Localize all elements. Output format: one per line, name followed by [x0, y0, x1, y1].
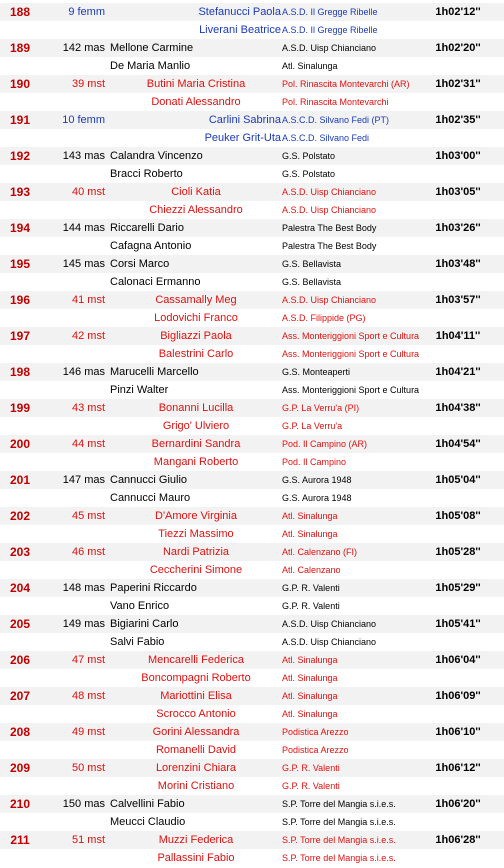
team-cell: G.S. Polstato	[282, 169, 336, 179]
position-cell	[0, 165, 40, 183]
position-cell	[0, 21, 40, 39]
athlete-name-cell: Meucci Claudio	[110, 816, 186, 828]
position-cell	[0, 525, 40, 543]
time-cell	[416, 669, 500, 687]
athlete-name-cell: Calonaci Ermanno	[110, 276, 201, 288]
category-cell: 40 mst	[71, 186, 105, 198]
athlete-name-cell: Ceccherini Simone	[149, 564, 243, 576]
athlete-name-cell: Boncompagni Roberto	[141, 672, 251, 684]
position-cell: 197	[9, 329, 31, 343]
table-row	[0, 183, 504, 201]
position-cell	[0, 813, 40, 831]
table-row	[0, 111, 504, 129]
time-cell: 1h03'57''	[435, 294, 481, 306]
time-cell	[416, 597, 500, 615]
category-cell: 41 mst	[71, 294, 105, 306]
table-row	[0, 399, 504, 417]
team-cell: G.S. Bellavista	[282, 259, 342, 269]
team-cell: Palestra The Best Body	[282, 241, 377, 251]
table-row	[0, 705, 504, 723]
athlete-name-cell: Muzzi Federica	[158, 834, 234, 846]
category-cell	[55, 417, 105, 435]
position-cell	[0, 561, 40, 579]
position-cell	[0, 453, 40, 471]
team-cell: A.S.D. Uisp Chianciano	[282, 187, 377, 197]
athlete-name-cell: Lodovichi Franco	[154, 312, 238, 324]
table-row	[0, 201, 504, 219]
table-row	[0, 21, 504, 39]
table-row	[0, 237, 504, 255]
team-cell: G.P. R. Valenti	[282, 763, 340, 773]
category-cell	[55, 633, 105, 651]
time-cell: 1h05'04''	[435, 474, 481, 486]
table-row	[0, 615, 504, 633]
table-row	[0, 651, 504, 669]
team-cell: Atl. Calenzano (FI)	[282, 547, 358, 557]
athlete-name-cell: Carlini Sabrina	[208, 114, 281, 126]
table-row	[0, 831, 504, 849]
athlete-name-cell: De Maria Manlio	[110, 60, 191, 72]
athlete-name-cell: Cassamally Meg	[155, 294, 237, 306]
team-cell: A.S.D. Uisp Chianciano	[282, 619, 377, 629]
table-row	[0, 75, 504, 93]
table-row	[0, 669, 504, 687]
time-cell: 1h06'04''	[435, 654, 481, 666]
athlete-name-cell: Lorenzini Chiara	[155, 762, 237, 774]
time-cell: 1h06'09''	[435, 690, 481, 702]
team-cell: G.P. R. Valenti	[282, 781, 340, 791]
athlete-name-cell: Calvellini Fabio	[110, 798, 185, 810]
athlete-name-cell: Mencarelli Federica	[148, 654, 244, 666]
athlete-name-cell: Nardi Patrizia	[162, 546, 230, 558]
position-cell: 211	[10, 833, 30, 847]
table-row	[0, 795, 504, 813]
category-cell: 46 mst	[71, 546, 105, 558]
team-cell: S.P. Torre del Mangia s.i.e.s.	[282, 853, 396, 863]
category-cell: 150 mas	[62, 798, 105, 810]
table-row	[0, 777, 504, 795]
table-row	[0, 723, 504, 741]
category-cell: 43 mst	[71, 402, 105, 414]
time-cell	[416, 705, 500, 723]
time-cell: 1h05'29''	[435, 582, 481, 594]
time-cell	[416, 525, 500, 543]
time-cell: 1h06'10''	[435, 726, 481, 738]
category-cell: 47 mst	[71, 654, 105, 666]
position-cell: 207	[9, 689, 31, 703]
team-cell: G.S. Bellavista	[282, 277, 342, 287]
athlete-name-cell: Bonanni Lucilla	[158, 402, 234, 414]
category-cell: 51 mst	[71, 834, 105, 846]
position-cell: 191	[9, 113, 31, 127]
team-cell: Atl. Calenzano	[282, 565, 341, 575]
team-cell: G.S. Monteaperti	[282, 367, 351, 377]
category-cell: 10 femm	[62, 114, 105, 126]
position-cell: 190	[9, 77, 31, 91]
team-cell: A.S.D. Il Gregge Ribelle	[282, 7, 378, 17]
position-cell: 195	[9, 257, 31, 271]
category-cell: 145 mas	[62, 258, 105, 270]
position-cell: 192	[9, 149, 31, 163]
time-cell	[416, 21, 500, 39]
table-row	[0, 453, 504, 471]
position-cell	[0, 345, 40, 363]
category-cell	[55, 21, 105, 39]
team-cell: G.S. Aurora 1948	[282, 475, 352, 485]
category-cell: 143 mas	[62, 150, 105, 162]
position-cell: 193	[9, 185, 31, 199]
athlete-name-cell: Bigliazzi Paola	[160, 330, 232, 342]
position-cell: 200	[9, 437, 31, 451]
time-cell: 1h04'54''	[435, 438, 481, 450]
category-cell: 49 mst	[71, 726, 105, 738]
position-cell	[0, 273, 40, 291]
category-cell	[55, 201, 105, 219]
athlete-name-cell: Mangani Roberto	[153, 456, 239, 468]
time-cell: 1h03'48''	[435, 258, 481, 270]
time-cell: 1h04'38''	[435, 402, 481, 414]
table-row	[0, 93, 504, 111]
time-cell: 1h02'31''	[435, 78, 481, 90]
category-cell: 144 mas	[62, 222, 105, 234]
team-cell: Atl. Sinalunga	[282, 511, 338, 521]
table-row	[0, 363, 504, 381]
position-cell	[0, 741, 40, 759]
table-row	[0, 759, 504, 777]
position-cell: 206	[9, 653, 31, 667]
athlete-name-cell: Bracci Roberto	[110, 168, 183, 180]
table-row	[0, 327, 504, 345]
time-cell	[416, 93, 500, 111]
athlete-name-cell: Butini Maria Cristina	[146, 78, 246, 90]
table-row	[0, 147, 504, 165]
time-cell	[416, 453, 500, 471]
position-cell	[0, 489, 40, 507]
time-cell	[416, 741, 500, 759]
table-row	[0, 273, 504, 291]
time-cell: 1h04'11''	[435, 330, 481, 342]
time-cell	[416, 489, 500, 507]
position-cell	[0, 129, 40, 147]
time-cell: 1h06'28''	[435, 834, 481, 846]
athlete-name-cell: Grigo' Ulviero	[162, 420, 230, 432]
team-cell: Pol. Rinascita Montevarchi (AR)	[282, 79, 410, 89]
table-row	[0, 813, 504, 831]
team-cell: Palestra The Best Body	[282, 223, 377, 233]
position-cell: 188	[9, 5, 31, 19]
position-cell	[0, 597, 40, 615]
athlete-name-cell: Scrocco Antonio	[156, 708, 236, 720]
position-cell: 194	[9, 221, 31, 235]
table-row	[0, 489, 504, 507]
team-cell: A.S.C.D. Silvano Fedi (PT)	[282, 115, 390, 125]
team-cell: A.S.C.D. Silvano Fedi	[282, 133, 370, 143]
position-cell	[0, 237, 40, 255]
time-cell	[416, 57, 500, 75]
position-cell: 204	[9, 581, 31, 595]
time-cell: 1h05'28''	[435, 546, 481, 558]
team-cell: G.P. La Verru'a	[282, 421, 343, 431]
position-cell	[0, 669, 40, 687]
table-row	[0, 579, 504, 597]
category-cell	[55, 129, 105, 147]
time-cell: 1h02'12''	[435, 6, 481, 18]
athlete-name-cell: Stefanucci Paola	[198, 6, 281, 18]
team-cell: Atl. Sinalunga	[282, 709, 338, 719]
table-row	[0, 525, 504, 543]
time-cell	[416, 345, 500, 363]
category-cell: 142 mas	[62, 42, 105, 54]
table-row	[0, 561, 504, 579]
athlete-name-cell: Balestrini Carlo	[158, 348, 234, 360]
category-cell: 45 mst	[71, 510, 105, 522]
category-cell	[55, 381, 105, 399]
athlete-name-cell: Peuker Grit-Uta	[204, 132, 281, 144]
time-cell	[416, 273, 500, 291]
athlete-name-cell: D'Amore Virginia	[155, 510, 237, 522]
athlete-name-cell: Vano Enrico	[110, 600, 170, 612]
position-cell	[0, 201, 40, 219]
table-row	[0, 507, 504, 525]
team-cell: G.S. Polstato	[282, 151, 336, 161]
category-cell	[55, 741, 105, 759]
team-cell: Atl. Sinalunga	[282, 61, 338, 71]
category-cell	[55, 345, 105, 363]
category-cell: 42 mst	[71, 330, 105, 342]
table-row	[0, 309, 504, 327]
time-cell: 1h06'20''	[435, 798, 481, 810]
category-cell	[55, 813, 105, 831]
position-cell: 201	[9, 473, 31, 487]
position-cell	[0, 705, 40, 723]
time-cell: 1h06'12''	[435, 762, 481, 774]
position-cell: 210	[9, 797, 31, 811]
athlete-name-cell: Mariottini Elisa	[160, 690, 232, 702]
athlete-name-cell: Cafagna Antonio	[110, 240, 192, 252]
team-cell: Atl. Sinalunga	[282, 691, 338, 701]
position-cell: 209	[9, 761, 31, 775]
time-cell	[416, 417, 500, 435]
table-row	[0, 543, 504, 561]
position-cell	[0, 57, 40, 75]
category-cell: 50 mst	[71, 762, 105, 774]
team-cell: S.P. Torre del Mangia s.i.e.s.	[282, 817, 396, 827]
time-cell: 1h04'21''	[435, 366, 481, 378]
athlete-name-cell: Salvi Fabio	[110, 636, 165, 648]
position-cell: 189	[9, 41, 31, 55]
team-cell: Atl. Sinalunga	[282, 673, 338, 683]
athlete-name-cell: Calandra Vincenzo	[110, 150, 203, 162]
category-cell	[55, 237, 105, 255]
table-row	[0, 849, 504, 867]
table-row	[0, 687, 504, 705]
team-cell: Podistica Arezzo	[282, 727, 349, 737]
athlete-name-cell: Morini Cristiano	[157, 780, 235, 792]
team-cell: G.S. Aurora 1948	[282, 493, 352, 503]
table-row	[0, 39, 504, 57]
table-row	[0, 471, 504, 489]
table-row	[0, 3, 504, 21]
athlete-name-cell: Pallassini Fabio	[157, 852, 235, 864]
table-row	[0, 219, 504, 237]
time-cell: 1h05'41''	[435, 618, 481, 630]
position-cell: 205	[9, 617, 31, 631]
athlete-name-cell: Donati Alessandro	[151, 96, 241, 108]
team-cell: S.P. Torre del Mangia s.i.e.s.	[282, 799, 396, 809]
category-cell	[55, 453, 105, 471]
category-cell	[55, 165, 105, 183]
table-row	[0, 417, 504, 435]
category-cell	[55, 309, 105, 327]
time-cell	[416, 813, 500, 831]
category-cell: 147 mas	[62, 474, 105, 486]
time-cell	[416, 633, 500, 651]
athlete-name-cell: Bernardini Sandra	[151, 438, 241, 450]
time-cell	[416, 129, 500, 147]
time-cell	[416, 777, 500, 795]
category-cell: 149 mas	[62, 618, 105, 630]
position-cell: 196	[9, 293, 31, 307]
table-row	[0, 741, 504, 759]
time-cell	[416, 381, 500, 399]
team-cell: Ass. Monteriggioni Sport e Cultura	[282, 385, 420, 395]
category-cell	[55, 489, 105, 507]
athlete-name-cell: Cannucci Giulio	[110, 474, 188, 486]
table-row	[0, 165, 504, 183]
time-cell	[416, 237, 500, 255]
team-cell: A.S.D. Il Gregge Ribelle	[282, 25, 378, 35]
athlete-name-cell: Cannucci Mauro	[110, 492, 191, 504]
time-cell: 1h03'26''	[435, 222, 481, 234]
team-cell: Pod. Il Campino	[282, 457, 347, 467]
time-cell: 1h05'08''	[435, 510, 481, 522]
table-row	[0, 291, 504, 309]
table-row	[0, 633, 504, 651]
category-cell: 148 mas	[62, 582, 105, 594]
athlete-name-cell: Chiezzi Alessandro	[149, 204, 243, 216]
athlete-name-cell: Paperini Riccardo	[110, 582, 197, 594]
category-cell	[55, 561, 105, 579]
position-cell	[0, 849, 40, 867]
category-cell	[55, 93, 105, 111]
position-cell: 202	[9, 509, 31, 523]
team-cell: A.S.D. Uisp Chianciano	[282, 43, 377, 53]
table-row	[0, 597, 504, 615]
table-row	[0, 381, 504, 399]
position-cell	[0, 381, 40, 399]
category-cell	[55, 597, 105, 615]
position-cell: 199	[9, 401, 31, 415]
table-row	[0, 435, 504, 453]
team-cell: Podistica Arezzo	[282, 745, 349, 755]
team-cell: Ass. Monteriggioni Sport e Cultura	[282, 331, 420, 341]
time-cell	[416, 561, 500, 579]
category-cell: 9 femm	[68, 6, 105, 18]
table-row	[0, 345, 504, 363]
team-cell: G.P. R. Valenti	[282, 601, 340, 611]
position-cell	[0, 417, 40, 435]
team-cell: Pol. Rinascita Montevarchi	[282, 97, 389, 107]
time-cell: 1h03'05''	[435, 186, 481, 198]
category-cell	[55, 525, 105, 543]
athlete-name-cell: Marucelli Marcello	[110, 366, 199, 378]
time-cell	[416, 201, 500, 219]
time-cell	[416, 309, 500, 327]
position-cell	[0, 777, 40, 795]
table-row	[0, 255, 504, 273]
position-cell: 203	[9, 545, 31, 559]
team-cell: A.S.D. Uisp Chianciano	[282, 637, 377, 647]
position-cell	[0, 633, 40, 651]
athlete-name-cell: Mellone Carmine	[110, 42, 194, 54]
position-cell	[0, 309, 40, 327]
team-cell: A.S.D. Uisp Chianciano	[282, 295, 377, 305]
athlete-name-cell: Pinzi Walter	[110, 384, 169, 396]
position-cell: 198	[9, 365, 31, 379]
team-cell: Atl. Sinalunga	[282, 529, 338, 539]
category-cell	[55, 57, 105, 75]
table-row	[0, 129, 504, 147]
category-cell	[55, 849, 105, 867]
category-cell: 48 mst	[71, 690, 105, 702]
team-cell: A.S.D. Filippide (PG)	[282, 313, 366, 323]
table-row	[0, 57, 504, 75]
athlete-name-cell: Romanelli David	[155, 744, 237, 756]
time-cell	[416, 849, 500, 867]
time-cell: 1h03'00''	[435, 150, 481, 162]
time-cell	[416, 165, 500, 183]
team-cell: G.P. La Verru'a (PI)	[282, 403, 360, 413]
athlete-name-cell: Cioli Katia	[171, 186, 221, 198]
category-cell: 39 mst	[71, 78, 105, 90]
time-cell: 1h02'20''	[435, 42, 481, 54]
athlete-name-cell: Tiezzi Massimo	[158, 528, 234, 540]
category-cell	[55, 777, 105, 795]
time-cell: 1h02'35''	[435, 114, 481, 126]
athlete-name-cell: Bigiarini Carlo	[110, 618, 179, 630]
team-cell: G.P. R. Valenti	[282, 583, 340, 593]
athlete-name-cell: Gorini Alessandra	[152, 726, 240, 738]
team-cell: Ass. Monteriggioni Sport e Cultura	[282, 349, 420, 359]
athlete-name-cell: Riccarelli Dario	[110, 222, 184, 234]
position-cell: 208	[9, 725, 31, 739]
team-cell: Atl. Sinalunga	[282, 655, 338, 665]
athlete-name-cell: Liverani Beatrice	[199, 24, 281, 36]
category-cell	[55, 273, 105, 291]
position-cell	[0, 93, 40, 111]
team-cell: Pod. Il Campino (AR)	[282, 439, 368, 449]
category-cell	[55, 705, 105, 723]
category-cell: 44 mst	[71, 438, 105, 450]
team-cell: S.P. Torre del Mangia s.i.e.s.	[282, 835, 396, 845]
athlete-name-cell: Corsi Marco	[110, 258, 170, 270]
category-cell: 146 mas	[62, 366, 105, 378]
category-cell	[55, 669, 105, 687]
team-cell: A.S.D. Uisp Chianciano	[282, 205, 377, 215]
